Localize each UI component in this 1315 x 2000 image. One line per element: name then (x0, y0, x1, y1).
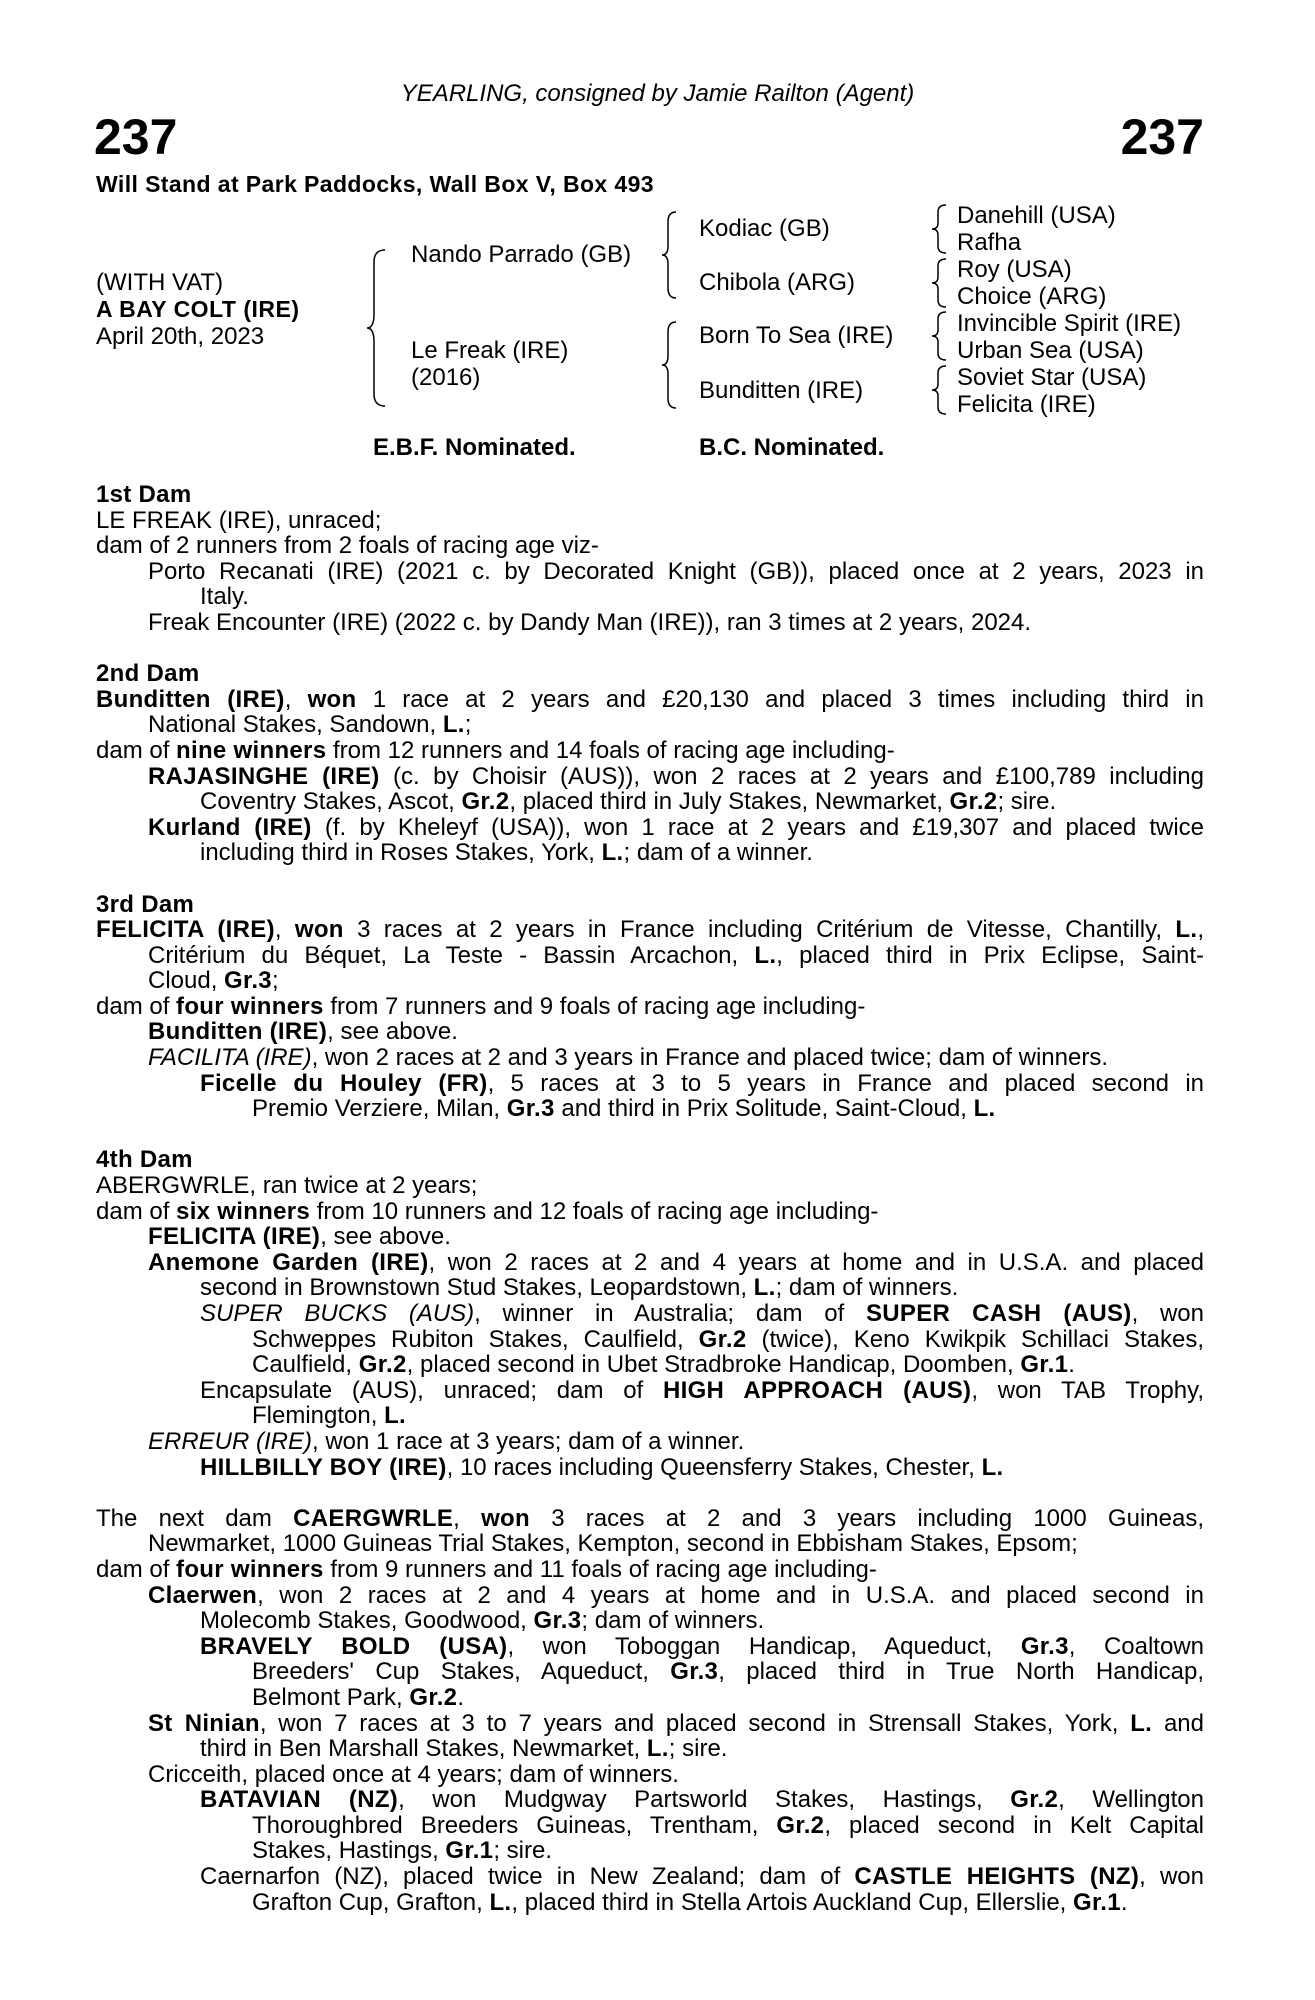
record-text: Gr.2 (461, 788, 510, 816)
pedigree-brace-dam (660, 320, 678, 410)
record-line (96, 533, 1204, 559)
sire-sire-name: Kodiac (GB) (699, 215, 830, 242)
record-text: BRAVELY BOLD (USA) (200, 1632, 508, 1660)
record-text: , see above. (327, 1018, 458, 1046)
record-text: Coventry Stakes, Ascot, (200, 788, 462, 816)
record-text: RAJASINGHE (IRE) (148, 762, 380, 790)
record-text: L. (384, 1402, 406, 1430)
record-text: , 5 races at 3 to 5 years in France and placed second in (487, 1069, 1205, 1097)
record-line (96, 1275, 1204, 1301)
record-line (96, 1608, 1204, 1634)
record-line (96, 559, 1204, 585)
record-text: St Ninian (148, 1709, 260, 1737)
record-text: HIGH APPROACH (AUS) (662, 1376, 972, 1404)
record-text: Gr.2 (1010, 1786, 1059, 1814)
lot-number-left: 237 (94, 109, 178, 165)
record-text: Caernarfon (NZ), placed twice in New Zealand; dam of (200, 1863, 855, 1891)
produce-record (96, 482, 1204, 1941)
record-line (96, 1583, 1204, 1609)
record-text: ; sire. (997, 788, 1057, 816)
record-text: from 12 runners and 14 foals of racing age including- (326, 736, 895, 764)
record-text: ; dam of a winner. (623, 839, 813, 867)
record-text: Newmarket, 1000 Guineas Trial Stakes, Kempton, second in Ebbisham Stakes, Epsom; (148, 1530, 1078, 1558)
section-heading: 2nd Dam (96, 660, 200, 688)
record-text: , Wellington (1058, 1786, 1204, 1814)
record-text: Italy. (200, 583, 249, 611)
record-text: , placed third in Stella Artois Auckland Cup, Ellerslie, (511, 1888, 1074, 1916)
record-text: Gr.1 (445, 1837, 494, 1865)
record-text: Cloud, (148, 967, 225, 995)
record-text: nine winners (176, 736, 327, 764)
record-line (96, 1890, 1204, 1916)
record-line (96, 789, 1204, 815)
pedigree-brace-main (365, 248, 387, 408)
record-text: ; sire. (493, 1837, 553, 1865)
record-text: SUPER CASH (AUS) (865, 1300, 1132, 1327)
record-text: Critérium du Béquet, La Teste - Bassin Arcachon, (148, 941, 755, 969)
record-text: L. (753, 1274, 776, 1302)
record-text: four winners (176, 992, 324, 1020)
record-line (96, 840, 1204, 866)
record-line (96, 1224, 1204, 1250)
record-text: L. (489, 1888, 512, 1916)
record-text: Freak Encounter (IRE) (2022 c. by Dandy Man (IRE)), ran 3 times at 2 years, 2024. (148, 608, 1032, 636)
record-line (96, 1378, 1204, 1404)
record-line (96, 712, 1204, 738)
record-text: 3 races at 2 and 3 years including 1000 Guineas, (529, 1504, 1204, 1532)
record-line (96, 815, 1204, 841)
record-text: dam of (96, 1197, 177, 1225)
record-text: won (294, 916, 344, 944)
record-text: National Stakes, Sandown, (148, 711, 443, 739)
record-text: Gr.1 (1073, 1888, 1121, 1916)
record-line (96, 1455, 1204, 1481)
record-line (96, 738, 1204, 764)
dam-section (96, 661, 1204, 866)
record-line (96, 1685, 1204, 1711)
section-heading: 3rd Dam (96, 890, 195, 918)
record-text: Premio Verziere, Milan, (252, 1095, 507, 1123)
dam-year: (2016) (411, 364, 481, 391)
record-line (96, 1173, 1204, 1199)
record-line (96, 1711, 1204, 1737)
record-line (96, 584, 1204, 610)
record-text: , 10 races including Queensferry Stakes, Chester, (446, 1453, 982, 1481)
record-line (96, 1045, 1204, 1071)
record-line (96, 1250, 1204, 1276)
record-line (96, 1864, 1204, 1890)
record-text: , see above. (320, 1223, 451, 1251)
record-text: , placed third in True North Handicap, (718, 1658, 1204, 1686)
pedigree-brace-sire (660, 210, 678, 300)
record-line (96, 1352, 1204, 1378)
record-text: The next dam (96, 1504, 294, 1532)
record-text: , (274, 916, 295, 944)
record-text: Ficelle du Houley (FR) (200, 1069, 488, 1097)
section-heading: 4th Dam (96, 1146, 193, 1174)
sire-dam-name: Chibola (ARG) (699, 269, 856, 296)
record-text: L. (1175, 916, 1198, 944)
record-text: , placed third in July Stakes, Newmarket, (509, 788, 950, 816)
record-text: L. (973, 1095, 996, 1123)
record-text: Belmont Park, (252, 1683, 410, 1711)
grandsire-5: Invincible Spirit (IRE) (957, 310, 1182, 337)
record-text: won (307, 685, 357, 713)
granddam-8: Felicita (IRE) (957, 391, 1096, 418)
record-text: , (284, 685, 308, 713)
record-text: Grafton Cup, Grafton, (252, 1888, 490, 1916)
dam-sire-name: Born To Sea (IRE) (699, 322, 894, 349)
record-text: , won (1131, 1300, 1204, 1327)
record-line (96, 1787, 1204, 1813)
pedigree-brace-g1 (930, 203, 948, 255)
record-text: second in Brownstown Stud Stakes, Leopardstown, (200, 1274, 754, 1302)
grandsire-7: Soviet Star (USA) (957, 364, 1147, 391)
record-text: from 9 runners and 11 foals of racing age including- (323, 1555, 877, 1583)
record-text: FELICITA (IRE) (148, 1223, 321, 1251)
record-text: (f. by Kheleyf (USA)), won 1 race at 2 years and £19,307 and placed twice (311, 813, 1205, 841)
record-text: Gr.2 (409, 1683, 458, 1711)
record-text: Schweppes Rubiton Stakes, Caulfield, (252, 1325, 699, 1353)
record-text: dam of (96, 992, 177, 1020)
record-line (96, 1071, 1204, 1097)
record-text: including third in Roses Stakes, York, (200, 839, 602, 867)
record-text: ABERGWRLE, ran twice at 2 years; (96, 1172, 478, 1200)
vat-note: (WITH VAT) (96, 269, 224, 296)
record-line (96, 1531, 1204, 1557)
ebf-nominated: E.B.F. Nominated. (373, 434, 576, 461)
lot-number-right: 237 (1120, 109, 1204, 165)
pedigree-brace-g2 (930, 257, 948, 309)
record-text: dam of (96, 1555, 177, 1583)
record-text: , winner in Australia; dam of (474, 1300, 866, 1327)
record-text: Claerwen (148, 1581, 258, 1609)
record-text: Kurland (IRE) (148, 813, 312, 841)
record-text: Gr.3 (224, 967, 272, 995)
record-line (96, 1659, 1204, 1685)
record-line (96, 1429, 1204, 1455)
record-text: , won 2 races at 2 and 4 years at home and in U.S.A. and placed second in (257, 1581, 1204, 1609)
record-text: Gr.3 (533, 1607, 582, 1635)
record-text: ERREUR (IRE) (148, 1427, 313, 1455)
record-line (96, 1301, 1204, 1327)
dam-dam-name: Bunditten (IRE) (699, 377, 864, 404)
record-text: L. (646, 1735, 669, 1763)
record-text: and third in Prix Solitude, Saint-Cloud, (554, 1095, 974, 1123)
record-text: , won Mudgway Partsworld Stakes, Hastings, (398, 1786, 1011, 1814)
record-text: Porto Recanati (IRE) (2021 c. by Decorated Knight (GB)), placed once at 2 years, 2023 in (148, 557, 1204, 585)
record-text: Gr.3 (506, 1095, 555, 1123)
record-text: from 10 runners and 12 foals of racing age including- (310, 1197, 879, 1225)
sire-name: Nando Parrado (GB) (411, 241, 632, 268)
record-text: ; dam of winners. (581, 1607, 765, 1635)
record-text: dam of 2 runners from 2 foals of racing age viz- (96, 532, 599, 560)
record-text: SUPER BUCKS (AUS) (200, 1300, 475, 1327)
record-text: Cricceith, placed once at 4 years; dam of winners. (148, 1760, 679, 1788)
record-text: L. (1130, 1709, 1153, 1737)
record-text: , won 2 races at 2 and 4 years at home and in U.S.A. and placed (428, 1248, 1204, 1276)
pedigree-brace-g4 (930, 364, 948, 416)
record-text: and (1152, 1709, 1204, 1737)
record-text: Bunditten (IRE) (96, 685, 285, 713)
section-heading: 1st Dam (96, 481, 192, 508)
record-line (96, 1762, 1204, 1788)
record-line (96, 1019, 1204, 1045)
record-line (96, 1813, 1204, 1839)
record-text: Gr.2 (358, 1351, 407, 1379)
record-line (96, 1838, 1204, 1864)
record-text: . (1120, 1888, 1128, 1916)
record-text: , (1197, 916, 1204, 944)
record-text: Breeders' Cup Stakes, Aqueduct, (252, 1658, 671, 1686)
record-text: ; (271, 967, 279, 995)
record-line (96, 968, 1204, 994)
record-text: , won (1139, 1863, 1204, 1891)
record-text: , Coaltown (1068, 1632, 1205, 1660)
record-text: (twice), Keno Kwikpik Schillaci Stakes, (746, 1325, 1204, 1353)
record-text: 3 races at 2 years in France including Critérium de Vitesse, Chantilly, (343, 916, 1176, 944)
granddam-6: Urban Sea (USA) (957, 337, 1144, 364)
record-text: six winners (176, 1197, 311, 1225)
record-line (96, 764, 1204, 790)
dam-name: Le Freak (IRE) (411, 337, 569, 364)
record-text: L. (442, 711, 465, 739)
grandsire-3: Roy (USA) (957, 256, 1072, 283)
record-text: , won Toboggan Handicap, Aqueduct, (507, 1632, 1021, 1660)
record-text: , placed third in Prix Eclipse, Saint- (776, 941, 1205, 969)
record-line (96, 943, 1204, 969)
record-line (96, 1506, 1204, 1532)
record-text: Stakes, Hastings, (252, 1837, 446, 1865)
record-line (96, 1403, 1204, 1429)
record-text: HILLBILLY BOY (IRE) (200, 1453, 447, 1481)
record-line (96, 1736, 1204, 1762)
dam-section (96, 1147, 1204, 1480)
record-text: . (457, 1683, 464, 1711)
dam-section (96, 482, 1204, 636)
record-text: Flemington, (252, 1402, 385, 1430)
record-text: , placed second in Ubet Stradbroke Handicap, Doomben, (406, 1351, 1021, 1379)
record-line (96, 508, 1204, 534)
foaling-date: April 20th, 2023 (96, 323, 265, 350)
record-text: FACILITA (IRE) (148, 1044, 312, 1072)
granddam-4: Choice (ARG) (957, 283, 1107, 310)
record-text: CAERGWRLE (293, 1504, 454, 1532)
record-text: Molecomb Stakes, Goodwood, (200, 1607, 534, 1635)
grandsire-1: Danehill (USA) (957, 202, 1116, 229)
granddam-2: Rafha (957, 229, 1022, 256)
record-text: . (1068, 1351, 1075, 1379)
record-line (96, 610, 1204, 636)
record-text: BATAVIAN (NZ) (200, 1786, 399, 1814)
record-line (96, 1327, 1204, 1353)
record-text: ; sire. (668, 1735, 728, 1763)
record-text: Gr.3 (1020, 1632, 1069, 1660)
record-text: ; (464, 711, 472, 739)
record-text: Caulfield, (252, 1351, 359, 1379)
record-text: Gr.2 (698, 1325, 747, 1353)
record-text: Gr.2 (776, 1811, 825, 1839)
record-line (96, 917, 1204, 943)
record-text: , won TAB Trophy, (971, 1376, 1204, 1404)
record-text: Gr.2 (949, 788, 998, 816)
record-text: ; dam of winners. (775, 1274, 959, 1302)
record-text: third in Ben Marshall Stakes, Newmarket, (200, 1735, 647, 1763)
record-line (96, 1199, 1204, 1225)
stand-location: Will Stand at Park Paddocks, Wall Box V, Box 493 (96, 171, 654, 197)
record-text: Gr.3 (670, 1658, 719, 1686)
pedigree-brace-g3 (930, 310, 948, 362)
dam-section (96, 1506, 1204, 1916)
record-text: Bunditten (IRE) (148, 1018, 328, 1046)
record-text: won (481, 1504, 530, 1532)
bc-nominated: B.C. Nominated. (699, 434, 885, 461)
record-text: from 7 runners and 9 foals of racing age including- (323, 992, 866, 1020)
record-text: dam of (96, 736, 177, 764)
record-text: L. (981, 1453, 1004, 1481)
record-line (96, 1634, 1204, 1660)
record-text: CASTLE HEIGHTS (NZ) (854, 1863, 1140, 1891)
record-line (96, 1096, 1204, 1122)
record-text: four winners (176, 1555, 324, 1583)
record-text: , won 7 races at 3 to 7 years and placed second in Strensall Stakes, York, (259, 1709, 1131, 1737)
record-line (96, 687, 1204, 713)
record-text: LE FREAK (IRE), unraced; (96, 506, 382, 534)
record-line (96, 994, 1204, 1020)
dam-section (96, 892, 1204, 1122)
consignment-line: YEARLING, consigned by Jamie Railton (Agent) (400, 80, 915, 107)
record-text: , placed second in Kelt Capital (824, 1811, 1204, 1839)
record-text: , (453, 1504, 482, 1532)
record-text: L. (754, 941, 777, 969)
record-text: Anemone Garden (IRE) (148, 1248, 429, 1276)
record-text: 1 race at 2 years and £20,130 and placed 3 times including third in (356, 685, 1204, 713)
record-text: (c. by Choisir (AUS)), won 2 races at 2 years and £100,789 including (379, 762, 1204, 790)
record-text: Gr.1 (1020, 1351, 1069, 1379)
record-text: L. (601, 839, 624, 867)
record-line (96, 1557, 1204, 1583)
horse-name: A BAY COLT (IRE) (96, 296, 300, 322)
record-text: , won 2 races at 2 and 3 years in France and placed twice; dam of winners. (311, 1044, 1108, 1072)
record-text: , won 1 race at 3 years; dam of a winner. (312, 1427, 745, 1455)
record-text: Encapsulate (AUS), unraced; dam of (200, 1376, 663, 1404)
record-text: FELICITA (IRE) (96, 916, 275, 944)
record-text: Thoroughbred Breeders Guineas, Trentham, (252, 1811, 777, 1839)
